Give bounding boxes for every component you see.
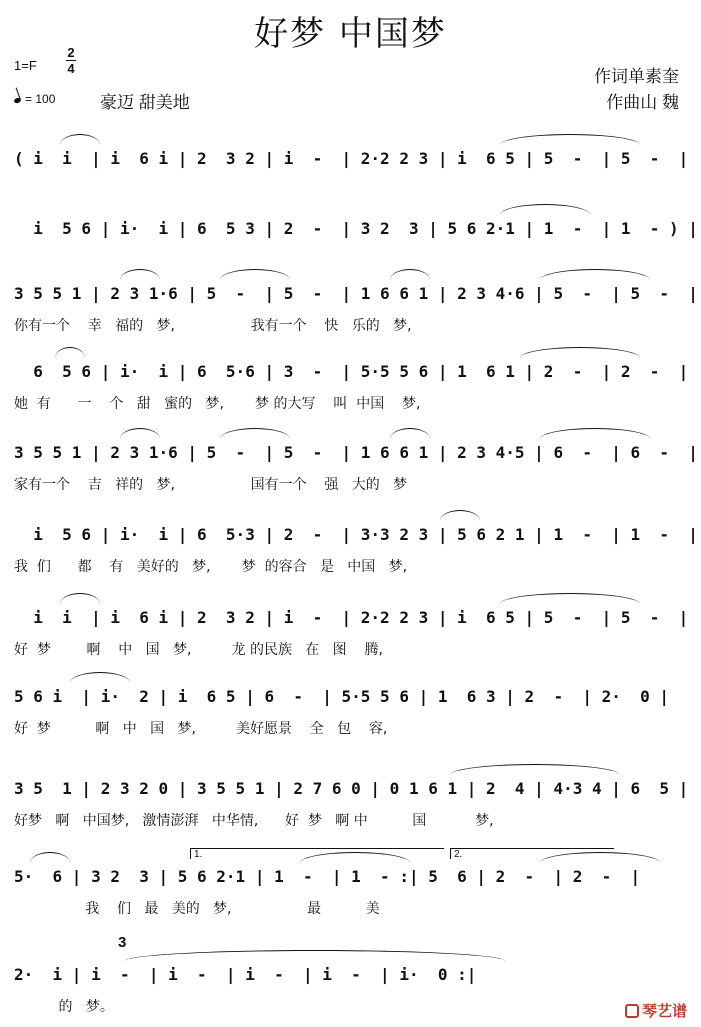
slur-mark bbox=[30, 852, 70, 863]
notation-line: i 5 6 | i· i | 6 5 3 | 2 - | 3 2 3 | 5 6 2·1 | 1 - | 1 - ) | bbox=[14, 219, 698, 238]
time-signature-bottom: 4 bbox=[67, 61, 75, 76]
slur-mark bbox=[390, 269, 430, 280]
key-signature: 1=F bbox=[14, 58, 37, 73]
notation-line: 3 5 5 1 | 2 3 1·6 | 5 - | 5 - | 1 6 6 1 | 2 3 4·5 | 6 - | 6 - | bbox=[14, 443, 698, 462]
slur-mark bbox=[520, 347, 640, 358]
lyrics-line: 家有一个 吉 祥的 梦, 国有一个 强 大的 梦 bbox=[14, 477, 408, 493]
tempo-value: = 100 bbox=[25, 92, 56, 106]
slur-mark bbox=[120, 269, 160, 280]
lyrics-line: 你有一个 幸 福的 梦, 我有一个 快 乐的 梦, bbox=[14, 318, 412, 334]
slur-mark bbox=[500, 593, 640, 604]
notation-line: 3 5 1 | 2 3 2 0 | 3 5 5 1 | 2 7 6 0 | 0 1 6 1 | 2 4 | 4·3 4 | 6 5 | bbox=[14, 779, 689, 798]
notation-line: 2· i | i - | i - | i - | i - | i· 0 :| bbox=[14, 965, 477, 984]
time-signature-top: 2 bbox=[67, 45, 75, 60]
slur-mark bbox=[220, 269, 290, 280]
watermark-logo bbox=[625, 1000, 687, 1021]
notation-line: i 5 6 | i· i | 6 5·3 | 2 - | 3·3 2 3 | 5 6 2 1 | 1 - | 1 - | bbox=[14, 525, 698, 544]
fermata-count: 3 bbox=[118, 934, 127, 951]
quarter-note-icon bbox=[13, 97, 21, 104]
slur-mark bbox=[440, 510, 480, 521]
slur-mark bbox=[60, 134, 100, 145]
slur-mark bbox=[55, 347, 85, 358]
lyricist-credit: 作词单素奎 bbox=[594, 67, 679, 86]
slur-mark bbox=[390, 428, 430, 439]
slur-mark bbox=[540, 269, 650, 280]
slur-mark bbox=[120, 428, 160, 439]
notation-line: 5 6 i | i· 2 | i 6 5 | 6 - | 5·5 5 6 | 1 6 3 | 2 - | 2· 0 | bbox=[14, 687, 670, 706]
lyrics-line: 的 梦。 bbox=[14, 999, 114, 1015]
lyrics-line: 好梦 啊 中国梦, 激情澎湃 中华情, 好 梦 啊 中 国 梦, bbox=[14, 813, 494, 829]
slur-mark bbox=[540, 428, 650, 439]
notation-line: 3 5 5 1 | 2 3 1·6 | 5 - | 5 - | 1 6 6 1 | 2 3 4·6 | 5 - | 5 - | bbox=[14, 284, 698, 303]
slur-mark bbox=[125, 950, 505, 961]
volta-bracket: 1. bbox=[190, 848, 444, 859]
tempo-marking bbox=[14, 92, 55, 106]
notation-line: i i | i 6 i | 2 3 2 | i - | 2·2 2 3 | i 6 5 | 5 - | 5 - | bbox=[14, 608, 689, 627]
notation-line: ( i i | i 6 i | 2 3 2 | i - | 2·2 2 3 | i 6 5 | 5 - | 5 - | bbox=[14, 149, 689, 168]
lyrics-line: 我 们 最 美的 梦, 最 美 bbox=[14, 901, 380, 917]
lyrics-line: 她 有 一 个 甜 蜜的 梦, 梦 的大写 叫 中国 梦, bbox=[14, 396, 421, 412]
watermark-text: 琴艺谱 bbox=[641, 1003, 687, 1020]
lyrics-line: 好 梦 啊 中 国 梦, 龙 的民族 在 图 腾, bbox=[14, 642, 383, 658]
notation-line: 6 5 6 | i· i | 6 5·6 | 3 - | 5·5 5 6 | 1 6 1 | 2 - | 2 - | bbox=[14, 362, 689, 381]
volta-bracket: 2. bbox=[450, 848, 614, 859]
time-signature bbox=[66, 46, 76, 75]
slur-mark bbox=[450, 764, 620, 775]
slur-mark bbox=[500, 134, 640, 145]
lyrics-line: 我 们 都 有 美好的 梦, 梦 的容合 是 中国 梦, bbox=[14, 559, 408, 575]
lyrics-line: 好 梦 啊 中 国 梦, 美好愿景 全 包 容, bbox=[14, 721, 388, 737]
slur-mark bbox=[220, 428, 290, 439]
song-title: 好梦 中国梦 bbox=[254, 14, 447, 54]
logo-icon bbox=[625, 1004, 639, 1018]
slur-mark bbox=[70, 672, 130, 683]
slur-mark bbox=[60, 593, 100, 604]
composer-credit: 作曲山 魏 bbox=[606, 93, 679, 112]
slur-mark bbox=[500, 204, 590, 215]
notation-line: 5· 6 | 3 2 3 | 5 6 2·1 | 1 - | 1 - :| 5 6 | 2 - | 2 - | bbox=[14, 867, 641, 886]
expression-marking: 豪迈 甜美地 bbox=[100, 93, 190, 112]
